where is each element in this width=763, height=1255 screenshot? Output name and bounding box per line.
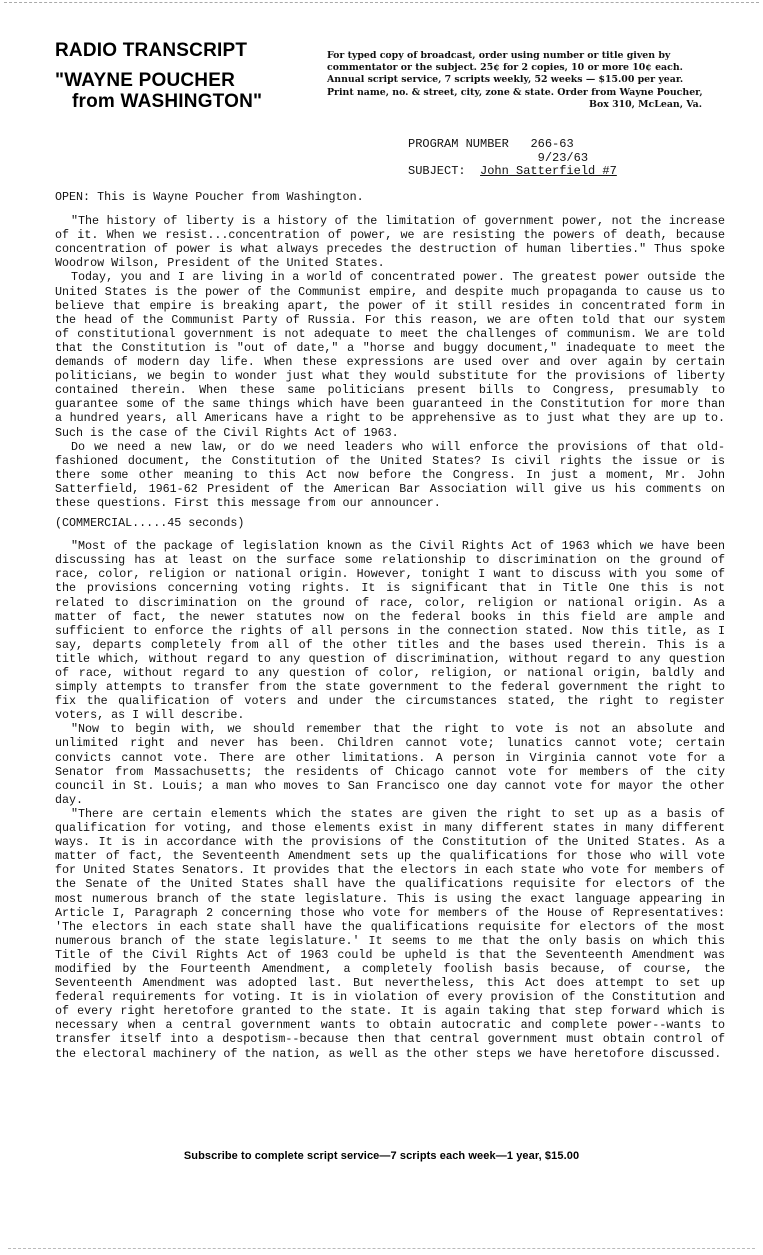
program-date: 9/23/63 xyxy=(537,150,589,165)
program-subject-value: John Satterfield #7 xyxy=(480,164,617,178)
transcript-paragraph: "The history of liberty is a history of the limitation of government power, not the increase of it. When we resist...concentration of power, we are resisting the powers of death, because concentration of power is what always precedes the destruction of human liberties." Thus spoke Woodrow Wilson, President of the United States. xyxy=(55,214,725,271)
program-number-row xyxy=(408,138,668,152)
order-line: commentator or the subject. 25¢ for 2 copies, 10 or more 10¢ each. xyxy=(327,62,683,74)
open-line: OPEN: This is Wayne Poucher from Washington. xyxy=(55,190,364,204)
transcript-paragraph: "There are certain elements which the states are given the right to set up as a basis of qualification for voting, and those elements exist in many different states in many different ways. It is in accordance with the provisions of the Constitution of the United States. As a matter of fact, the Seventeenth Amendment sets up the qualifications for those who will vote for United States Senators. It provides that the electors in each state who vote for members of the Senate of the United States shall have the qualifications requisite for electors of the most numerous branch of the state legislature. This is using the exact language appearing in Article I, Paragraph 2 concerning those who vote for members of the House of Representatives: 'The electors in each state shall have the qualifications requisite for electors of the most numerous branch of the state legislature.' It seems to me that the only basis on which this Title of the Civil Rights Act of 1963 could be upheld is that the Seventeenth Amendment was modified by the Fourteenth Amendment, a completely foolish basis because, of course, the Seventeenth Amendment was adopted last. But nevertheless, this Act does attempt to set up federal requirements for voting. It is in violation of every provision of the Constitution and of every right heretofore granted to the state. It is again taking that step forward which is necessary when a central government wants to obtain autocratic and complete power--wants to transfer itself into a despotism--because then that central government must obtain control of the electoral machinery of the nation, as well as the other steps we have heretofore discussed. xyxy=(55,806,725,1061)
program-number-label: PROGRAM NUMBER xyxy=(408,137,509,151)
masthead-title: RADIO TRANSCRIPT xyxy=(55,40,248,61)
transcript-paragraph: "Now to begin with, we should remember that the right to vote is not an absolute and unlimited right and never has been. Children cannot vote; lunatics cannot vote; certain convicts cannot vote. There are other limitations. A person in Virginia cannot vote for a Senator from Massachusetts; the residents of Chicago cannot vote for members of the city council in St. Louis; a man who moves to San Francisco one day cannot vote for mayor the other day. xyxy=(55,722,725,807)
program-subject-label: SUBJECT: xyxy=(408,164,466,178)
transcript-paragraph: "Most of the package of legislation known as the Civil Rights Act of 1963 which we have been discussing has at least on the surface some relationship to discrimination on the ground of race, color, religion or national origin. However, tonight I want to discuss with you some of the provisions concerning voting rights. It is significant that in Title One this is not related to discrimination on the ground of race, color, religion or national origin. As a matter of fact, the newer statutes now on the federal books in this field are ample and sufficient to enforce the rights of all persons in the connection stated. Now this title, as I say, departs completely from all of the other titles and the bases used therein. This is a title which, without regard to any question of discrimination, without regard to any question of race, without regard to any question of color, religion, or national origin, baldly and simply attempts to transfer from the state government to the federal government the right to fix the qualification of voters and under the circumstances stated, the right to register voters, as I will describe. xyxy=(55,539,725,723)
masthead xyxy=(55,40,295,112)
order-line: For typed copy of broadcast, order using number or title given by xyxy=(327,50,671,61)
order-address: Box 310, McLean, Va. xyxy=(589,98,702,110)
masthead-show-location: from WASHINGTON" xyxy=(72,91,263,112)
order-line: Annual script service, 7 scripts weekly, 52 weeks — $15.00 per year. xyxy=(327,74,684,86)
transcript-body xyxy=(55,190,725,1061)
program-date-row xyxy=(408,152,668,166)
program-info xyxy=(408,138,668,179)
program-subject-row xyxy=(408,165,668,179)
transcript-paragraph: Today, you and I are living in a world of concentrated power. The greatest power outside the United States is the power of the Communist empire, and despite much propaganda to cause us to believe that empire is breaking apart, the power of it still resides in concentrated form in the head of the Communist Party of Russia. For this reason, we are often told that our system of constitutional government is not adequate to meet the challenges of communism. We are told that the Constitution is "out of date," a "horse and buggy document," inadequate to meet the demands of modern day life. When these expressions are used over and over again by certain politicians, we begin to wonder just what they would substitute for the provisions of liberty contained therein. When these same politicians present bills to Congress, presumably to guarantee some of the same things which have been guaranteed in the Constitution for more than a hundred years, all Americans have a right to be apprehensive as to just what they are up to. Such is the case of the Civil Rights Act of 1963. xyxy=(55,270,725,440)
program-number-value: 266-63 xyxy=(530,137,574,151)
commercial-break: (COMMERCIAL.....45 seconds) xyxy=(55,516,245,531)
bottom-edge-rule xyxy=(8,1248,755,1249)
order-instructions xyxy=(327,50,702,111)
transcript-paragraph: Do we need a new law, or do we need leaders who will enforce the provisions of that old-fashioned document, the Constitution of the United States? Is civil rights the issue or is there some other meaning to this Act now before the Congress. In just a moment, Mr. John Satterfield, 1961-62 President of the American Bar Association will give us his comments on these questions. First this message from our announcer. xyxy=(55,439,725,510)
subscribe-footer: Subscribe to complete script service—7 scripts each week—1 year, $15.00 xyxy=(183,1150,580,1162)
order-line: Print name, no. & street, city, zone & state. Order from Wayne Poucher, xyxy=(327,86,703,98)
masthead-show-name: "WAYNE POUCHER xyxy=(55,70,236,91)
top-edge-rule xyxy=(4,2,759,3)
